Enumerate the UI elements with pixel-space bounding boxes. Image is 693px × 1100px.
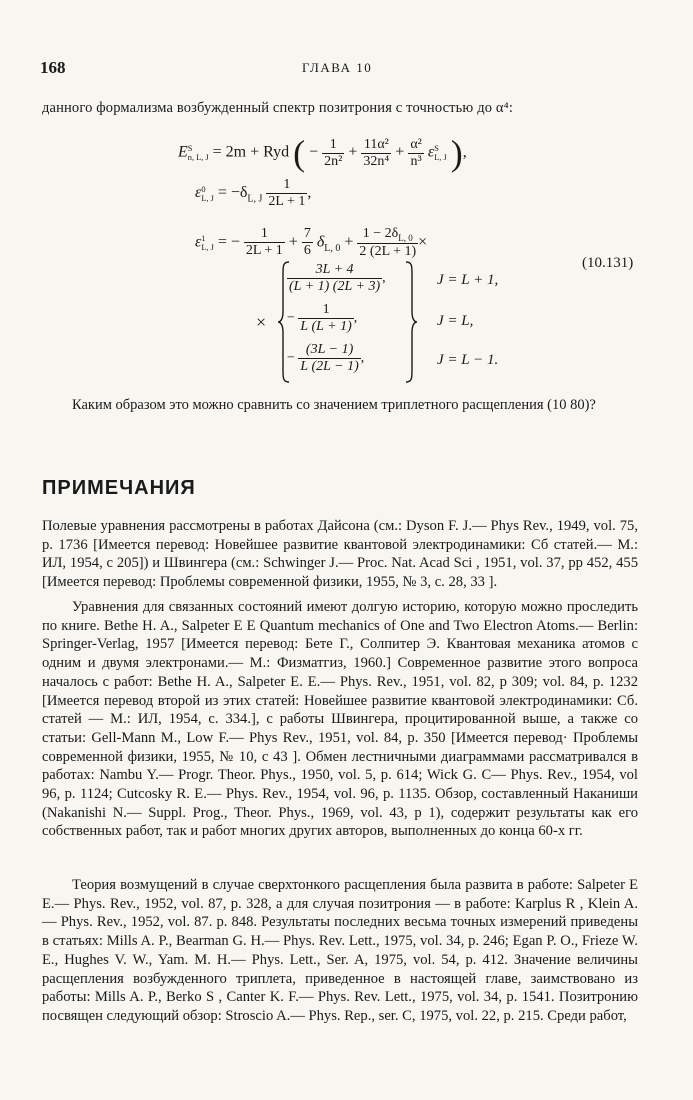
note-paragraph-2-text: Уравнения для связанных состояний имеют долгую историю, которую можно проследить по книге. Bethe H. A., Salpeter E E Quantum mechanics of One and Two Electron Atoms.— Berlin: Springer-Verlag, 1957 [Имеется перевод: Бете Г., Солпитер Э. Квантовая механика атомов с одним и двумя электронами.— М.: Физматгиз, 1960.] Современное развитие этого вопроса началось с работ: Bethe H. A., Salpeter E. E.— Phys. Rev., 1951, vol. 82, p 309; vol. 84, p. 1232 [Имеется перевод второй из этих статей: Новейшее развитие квантовой электродинамики: Сб. статей — М.: ИЛ, 1954, с. 334.], с работы Швингера, процитированной выше, а также со статьи: Gell-Mann M., Low F.— Phys Rev., 1951, vol. 84, p. 350 [Имеется перевод· Проблемы современной физики, 1955, № 10, с 43 ]. Обмен лестничными диаграммами рассматривался в работах: Nambu Y.— Progr. Theor. Phys., 1950, vol. 5, p. 614; Wick G. C— Phys. Rev., 1954, vol 96, p. 1124; Cutcosky R. E.— Phys. Rev., 1954, vol. 96, p. 1135. Обзор, составленный Наканиши (Nakanishi N.— Suppl. Prog., Theor. Phys., 1969, vol. 43, p 1), содержит результаты как его собственных работ, так и работ многих других авторов, выполненных до конца 60-х гг. [42, 599, 638, 840]
case-1-num: 3L + 4 [287, 262, 382, 279]
eq1-term1-num: 1 [322, 137, 344, 154]
equation-line-1: E S n, L, J = 2m + Ryd ( − $\frac{1}{\text{2n²}}$ + $\frac{\text{11α²}}{\text{32n⁴}}$ + $\frac{\text{α²}}{\text{n³}}$ ε S L, J ), [178, 133, 467, 173]
eq3-delta-sub: L, 0 [324, 242, 341, 254]
note-paragraph-3-text: Теория возмущений в случае сверхтонкого расщепления была развита в работе: Salpeter E E.— Phys. Rev., 1952, vol. 87, p. 328, а для случая позитрония — в работе: Karplus R , Klein A.— Phys. Rev., 1952, vol. 87. p. 848. Результаты последних весьма точных измерений приведены в статьях: Mills A. P., Bearman G. H.— Phys. Rev. Lett., 1975, vol. 34, p. 246; Egan P. O., Frieze W. E., Hughes V. W., Yam. M. H.— Phys. Lett., Ser. A, 1975, vol. 54, p. 412. Значение величины расщепления возбужденного триплета, приведенное в настоящей главе, заимствовано из работы: Mills A. P., Berko S , Canter K. F.— Phys. Rev. Lett., 1975, vol. 34, p. 1541. Позитронию посвящен следующий обзор: Stroscio A.— Phys. Rep., ser. C, 1975, vol. 22, p. 215. Среди работ, [42, 877, 638, 1024]
eq2-frac-den: 2L + 1 [268, 194, 306, 209]
eq1-eps-sub: L, J [434, 153, 447, 162]
eq3-frac-c-num-text: 1 − 2δ [362, 226, 399, 241]
note-paragraph-2 [42, 598, 638, 841]
eq3-lhs-sub: L, J [201, 242, 214, 252]
eq3-lhs: ε [195, 233, 202, 251]
eq1-lhs: E [178, 143, 188, 161]
eq1-close-paren: ) [450, 133, 463, 173]
cases-times: × [256, 312, 267, 332]
case-3-num: (3L − 1) [298, 342, 360, 359]
case-3-expr: − $\frac{(3L - 1)}{L (2L - 1)}$ , [287, 342, 365, 374]
eq2-mid-sub: L, J [247, 193, 263, 205]
eq3-frac-c-num-sub: L, 0 [398, 232, 413, 243]
eq1-mid: = 2m + Ryd [212, 143, 290, 161]
eq2-lhs-sub: L, J [201, 193, 214, 203]
case-1-condition: J = L + 1, [437, 272, 499, 288]
case-1-expr: $\frac{3L + 4}{(L + 1) (2L + 3)}$ , [289, 262, 386, 294]
eq1-term3-num: α² [410, 136, 422, 152]
note-paragraph-3 [42, 876, 638, 1026]
right-brace-icon [404, 260, 418, 384]
eq1-lhs-sup: S [187, 144, 193, 153]
eq1-term2 [361, 137, 391, 170]
eq3-frac-a-den: 2L + 1 [245, 243, 283, 259]
intro-text: данного формализма возбужденный спектр позитрония с точностью до α⁴: [42, 100, 514, 116]
case-2-condition: J = L, [437, 313, 474, 329]
page-number: 168 [40, 58, 66, 77]
eq3-frac-b-num: 7 [303, 226, 311, 242]
case-2-den: L (L + 1) [300, 319, 352, 334]
eq1-term2-den: 32n⁴ [363, 153, 390, 169]
equation-line-3: ε 1 L, J = − $\frac{1}{2L + 1}$ + $\frac{7}{6}$ $\delta_{L, 0}$ + $\frac{1 - 2\delta_{L, 0}}{2 (2L + 1)}$ × [195, 226, 428, 259]
eq3-frac-c-den: 2 (2L + 1) [359, 243, 417, 259]
eq2-lhs-sup: 0 [201, 184, 206, 194]
eq1-term3 [408, 137, 424, 170]
eq2-mid: = −δ [217, 184, 248, 202]
eq3-delta: δ [316, 233, 325, 251]
case-2-expr: − $\frac{1}{L (L + 1)}$ , [287, 302, 358, 334]
eq3-frac-a [244, 226, 285, 259]
notes-heading: ПРИМЕЧАНИЯ [42, 477, 196, 499]
note-paragraph-1-text: Полевые уравнения рассмотрены в работах Дайсона (см.: Dyson F. J.— Phys Rev., 1949, vol. 75, p. 1736 [Имеется перевод: Новейшее развитие квантовой электродинамики: Сб статей.— М.: ИЛ, 1954, с 205]) и Швингера (см.: Schwinger J.— Proc. Nat. Acad Sci , 1951, vol. 37, pp 452, 455 [Имеется перевод: Проблемы современной физики, 1955, № 3, с. 28, 33 ]. [42, 518, 638, 591]
case-2-num: 1 [298, 302, 353, 319]
eq3-frac-b-den: 6 [303, 243, 311, 259]
eq3-times: × [418, 233, 428, 251]
eq1-term1 [322, 137, 344, 170]
case-1-den: (L + 1) (2L + 3) [289, 279, 381, 294]
chapter-title: ГЛАВА 10 [302, 60, 373, 75]
note-paragraph-1 [42, 517, 638, 592]
equation-number: (10.131) [582, 255, 634, 271]
equation-line-2: ε 0 L, J = $-\delta_{L, J}$ $\frac{1}{2L + 1}$ , [195, 177, 312, 209]
eq1-term1-den: 2n² [324, 153, 343, 169]
eq2-frac-num: 1 [266, 177, 307, 194]
eq1-eps: ε [427, 143, 435, 161]
case-3-condition: J = L − 1. [437, 352, 499, 368]
eq3-frac-b [302, 226, 313, 259]
page-header [40, 58, 638, 80]
eq1-term3-den: n³ [410, 153, 422, 169]
eq1-term2-num: 11α² [361, 137, 391, 154]
question-text: Каким образом это можно сравнить со значением триплетного расщепления (10 80)? [72, 397, 596, 413]
eq1-eps-sup: S [434, 144, 439, 153]
eq1-lhs-sub: n, L, J [187, 153, 209, 162]
eq1-open-paren: ( [293, 133, 306, 173]
eq2-lhs: ε [195, 184, 202, 202]
case-3-den: L (2L − 1) [300, 359, 359, 374]
eq3-frac-a-num: 1 [244, 226, 285, 243]
eq3-lhs-sup: 1 [201, 233, 206, 243]
eq2-frac [266, 177, 307, 210]
eq3-frac-c [357, 226, 418, 260]
eq3-frac-c-num [357, 226, 418, 244]
